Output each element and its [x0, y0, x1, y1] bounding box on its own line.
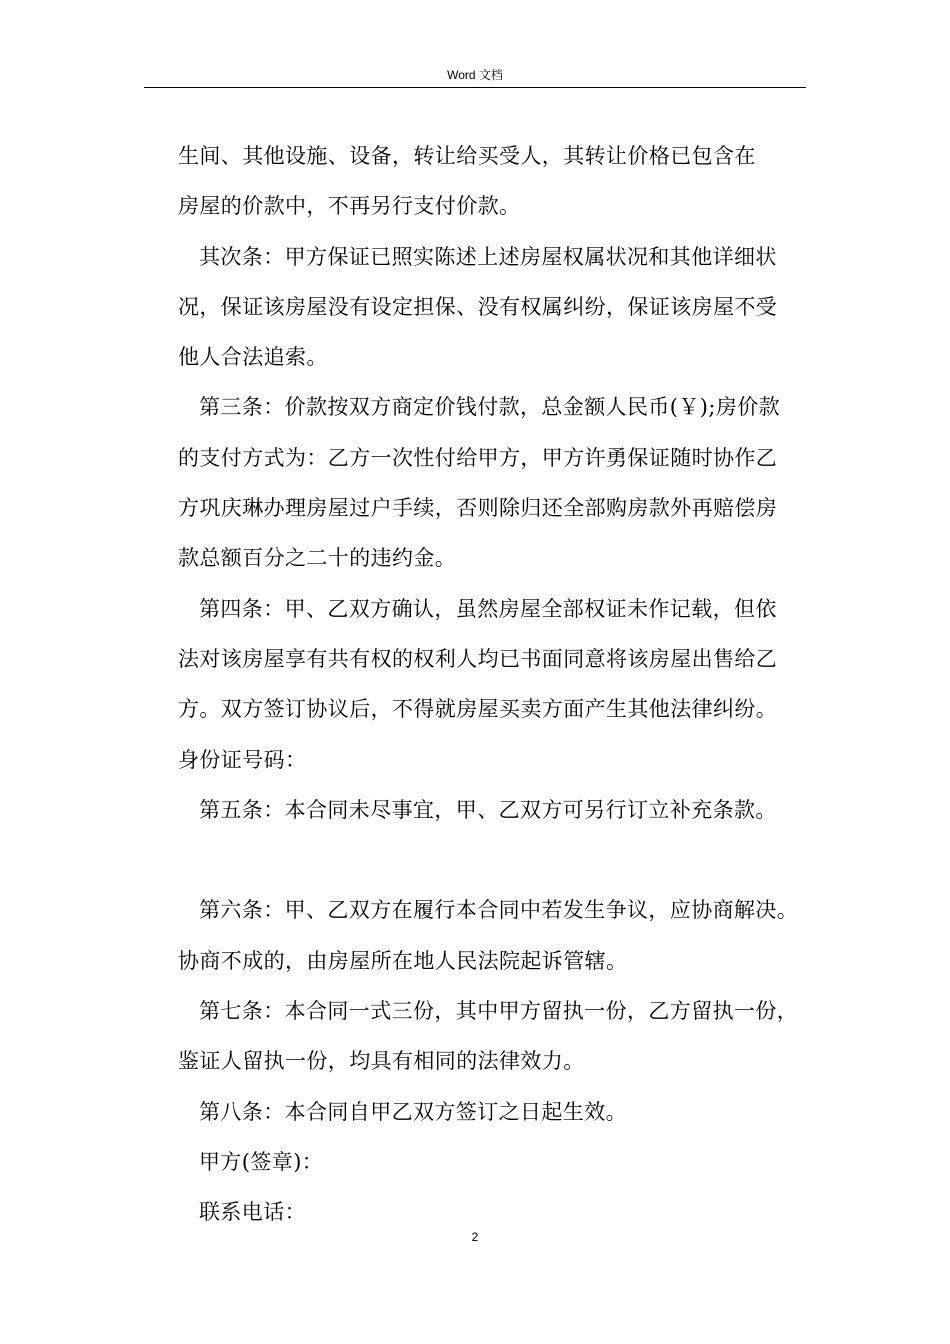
document-body: [178, 131, 814, 1238]
id-number-line: 身份证号码：: [178, 747, 307, 772]
body-line: 方。双方签订协议后，不得就房屋买卖方面产生其他法律纠纷。: [178, 697, 778, 722]
contact-phone-line: 联系电话：: [199, 1200, 306, 1225]
body-line: 鉴证人留执一份，均具有相同的法律效力。: [178, 1049, 585, 1074]
body-line: 况，保证该房屋没有设定担保、没有权属纠纷，保证该房屋不受: [178, 294, 778, 319]
party-a-signature-line: 甲方(签章)：: [199, 1149, 324, 1174]
body-line: 方巩庆琳办理房屋过户手续，否则除归还全部购房款外再赔偿房: [178, 496, 778, 521]
clause-5-line: 第五条：本合同未尽事宜，甲、乙双方可另行订立补充条款。: [199, 797, 777, 822]
body-line: 法对该房屋享有共有权的权利人均已书面同意将该房屋出售给乙: [178, 646, 778, 671]
page-number: 2: [471, 1230, 479, 1244]
body-line: 生间、其他设施、设备，转让给买受人，其转让价格已包含在: [178, 144, 756, 168]
clause-8-line: 第八条：本合同自甲乙双方签订之日起生效。: [199, 1099, 627, 1124]
header-divider: [144, 87, 806, 88]
body-line: 协商不成的，由房屋所在地人民法院起诉管辖。: [178, 948, 628, 973]
body-line: 他人合法追索。: [178, 345, 328, 370]
blank-line: [178, 835, 814, 885]
clause-7-line: 第七条：本合同一式三份，其中甲方留执一份，乙方留执一份，: [199, 999, 799, 1024]
page-header-title: Word 文档: [447, 68, 503, 82]
clause-3-line: 第三条：价款按双方商定价钱付款，总金额人民币(￥);房价款: [199, 395, 781, 420]
body-line: 的支付方式为：乙方一次性付给甲方，甲方许勇保证随时协作乙: [178, 445, 778, 470]
clause-2-line: 其次条：甲方保证已照实陈述上述房屋权属状况和其他详细状: [199, 244, 777, 269]
body-line: 房屋的价款中，不再另行支付价款。: [178, 194, 521, 219]
clause-4-line: 第四条：甲、乙双方确认，虽然房屋全部权证未作记载，但依: [199, 596, 777, 621]
clause-6-line: 第六条：甲、乙双方在履行本合同中若发生争议，应协商解决。: [199, 898, 799, 923]
body-line: 款总额百分之二十的违约金。: [178, 546, 457, 571]
